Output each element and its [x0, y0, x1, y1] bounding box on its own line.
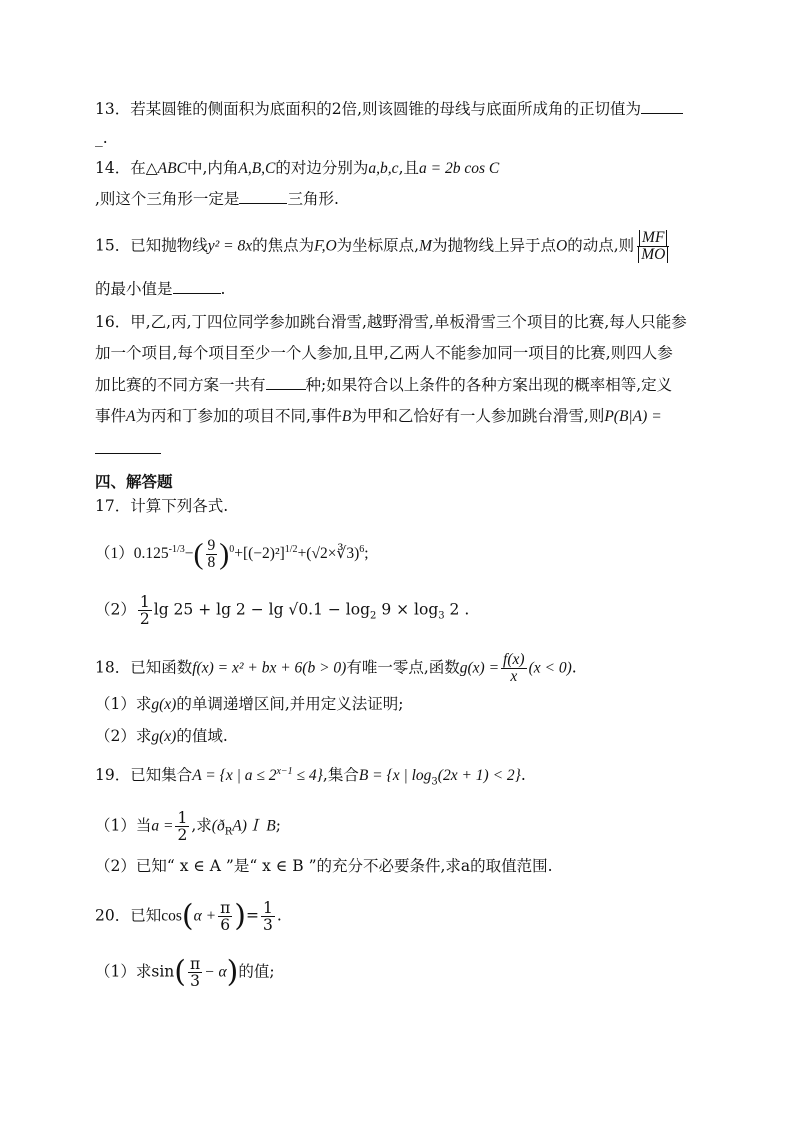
q19-p1-math: a = [151, 817, 174, 835]
q18-function-g: g(x) = [459, 659, 500, 677]
q19-p1-b: ,求 [191, 816, 212, 835]
q18-function-f: f(x) = x² + bx + 6(b > 0) [192, 659, 347, 677]
q19-set-b-sub: 3 [431, 776, 438, 788]
q15-text-a: 15．已知抛物线 [95, 236, 208, 255]
q16-line3-b: 种;如果符合以上条件的各种方案出现的概率相等,定义 [305, 376, 673, 394]
q20-cos: cos [161, 907, 182, 925]
q19-part2: （2）已知“ x ∈ A ”是“ x ∈ B ”的充分不必要条件,求a的取值范围. [95, 857, 553, 875]
q17-p2-frac-den: 2 [139, 610, 150, 628]
question-19 [95, 762, 526, 792]
q20-frac-den: 6 [220, 916, 231, 934]
q17-p2-frac-num: 1 [139, 593, 150, 611]
q20-p1-b: 的值; [238, 962, 275, 981]
q17-p1-base: 0.125 [133, 545, 169, 563]
q19-set-a-end: ≤ 4} [292, 767, 323, 785]
q17-p2-frac [138, 594, 152, 627]
question-18 [95, 652, 577, 685]
q18-text-a: 18．已知函数 [95, 658, 193, 677]
q15-text-b: 的焦点为 [252, 236, 315, 255]
q15-point-m: M [419, 237, 433, 255]
q20-text-a: 20．已知 [95, 906, 162, 925]
q15-ratio-den: MO [638, 247, 668, 263]
q17-p1-end: ; [364, 545, 369, 563]
q19-p1-sub: R [224, 826, 233, 838]
q20-inner: α + [193, 907, 217, 925]
q15-ratio [636, 230, 670, 263]
q17-p2-end: 2 . [444, 600, 470, 619]
q17-p2-label: （2） [95, 600, 136, 619]
q18-p2-a: （2）求 [95, 727, 152, 745]
q20-eq: = [246, 906, 260, 925]
q17-p1-bracket: +[(−2)²] [234, 545, 285, 563]
q19-set-b-end: (2x + 1) < 2} [437, 767, 521, 785]
right-paren-icon: ) [226, 954, 239, 990]
q19-p1-frac-num: 1 [177, 809, 188, 827]
q17-p1-frac-num: 9 [207, 537, 216, 554]
q16-line4-a: 事件 [95, 407, 127, 425]
q18-frac-den: x [510, 668, 518, 685]
q17-p1-frac-den: 8 [207, 554, 216, 571]
q19-end: . [520, 766, 526, 785]
q19-part1 [95, 810, 281, 843]
q16-blank-2 [95, 438, 161, 454]
q18-domain: (x < 0) [528, 659, 572, 677]
q17-p2-sub2: 3 [438, 610, 445, 622]
q17-p1-exp: -1/3 [168, 543, 185, 555]
q20-p1-sin: sin [151, 962, 175, 981]
q20-part1 [95, 956, 275, 989]
section-title: 四、解答题 [95, 473, 173, 491]
q15-ratio-num: MF [639, 230, 667, 246]
q17-p1-label: （1） [95, 545, 134, 563]
q20-rhs [261, 900, 275, 933]
q19-text-a: 19．已知集合 [95, 766, 193, 785]
q17-p2-sub1: 2 [370, 610, 377, 622]
q20-p1-a: （1）求 [95, 962, 152, 981]
q18-p1-a: （1）求 [95, 695, 152, 713]
q19-set-a: A = {x | a ≤ 2 [192, 767, 277, 785]
q18-end: . [571, 658, 577, 677]
q16-line2: 加一个项目,每个项目至少一个人参加,且甲,乙两人不能参加同一项目的比赛,则四人参 [95, 344, 673, 362]
q14-text-d: ,且 [398, 159, 419, 177]
q19-set-b: B = {x | log [358, 767, 432, 785]
q19-p1-frac [175, 810, 189, 843]
q16-line1: 16．甲,乙,丙,丁四位同学参加跳台滑雪,越野滑雪,单板滑雪三个项目的比赛,每人只能参 [95, 313, 687, 331]
q13-tail: _. [95, 129, 108, 147]
q19-p1-frac-den: 2 [177, 826, 188, 844]
q15-focus: F,O [314, 237, 337, 255]
q20-frac-num: π [220, 899, 231, 917]
q14-sides: a,b,c [368, 160, 399, 177]
q16-line3-a: 加比赛的不同方案一共有 [95, 376, 266, 394]
q16-event-a: A [126, 408, 136, 425]
q20-p1-frac-num: π [190, 955, 201, 973]
question-14 [95, 158, 499, 179]
q17-p1-exp6: 6 [359, 543, 365, 555]
q20-p1-frac [188, 956, 202, 989]
q13-text: 13．若某圆锥的侧面积为底面积的2倍,则该圆锥的母线与底面所成角的正切值为 [95, 100, 642, 118]
q19-p1-end: ; [275, 816, 281, 835]
q14-text-c: 的对边分别为 [275, 159, 369, 177]
q20-end: . [276, 906, 282, 925]
q15-text-e: 的动点,则 [567, 236, 635, 255]
q20-rhs-num: 1 [263, 899, 273, 917]
q18-p1-b: 的单调递增区间,并用定义法证明; [176, 695, 404, 713]
q19-set-a-exp: x−1 [276, 766, 293, 777]
q14-text-b: 中,内角 [186, 159, 239, 177]
q19-p1-d: A)Ｉ B [232, 817, 276, 835]
q17-part1 [95, 538, 369, 571]
q20-frac [218, 900, 232, 933]
q17-p1-exp-half: 1/2 [284, 543, 298, 555]
right-paren-icon: ) [219, 537, 230, 571]
right-paren-icon: ) [234, 898, 247, 934]
q18-p1-math: g(x) [151, 696, 177, 713]
q16-line5 [95, 438, 161, 459]
q17-p1-roots: +(√2×∛3) [297, 545, 360, 563]
q18-part1 [95, 694, 403, 715]
q14-blank [239, 188, 287, 204]
q20-rhs-den: 3 [263, 916, 273, 934]
q20-p1-inner: − α [204, 963, 227, 981]
q15-blank [173, 278, 221, 294]
q17-p2-logs-b: 9 × log [376, 600, 439, 619]
left-paren-icon: ( [174, 954, 186, 990]
q16-line4 [95, 406, 662, 427]
q14-angles: A,B,C [238, 160, 276, 177]
q19-text-b: ,集合 [322, 766, 359, 785]
q14-line2-a: ,则这个三角形一定是 [95, 190, 240, 208]
q16-line3 [95, 374, 672, 395]
q14-line2-b: 三角形. [287, 190, 339, 208]
question-13 [95, 98, 683, 119]
q19-p1-a: （1）当 [95, 816, 152, 835]
q19-p1-c: (ð [211, 817, 225, 835]
q15-text-c: 为坐标原点, [336, 236, 420, 255]
q16-probability: P(B|A) = [604, 408, 662, 425]
q18-frac [501, 652, 527, 685]
q17-part2 [95, 594, 469, 627]
q17-p1-minus: − [184, 545, 194, 563]
q15-line2 [95, 278, 225, 299]
q15-line2-end: . [220, 280, 226, 298]
q15-point-o: O [556, 237, 568, 255]
q17-p1-exp0: 0 [229, 543, 235, 555]
q14-line2 [95, 188, 339, 209]
q14-triangle: △ABC [145, 160, 187, 177]
left-paren-icon: ( [193, 537, 204, 571]
q16-event-b: B [341, 408, 352, 425]
question-20 [95, 900, 282, 933]
q18-text-b: 有唯一零点,函数 [346, 658, 460, 677]
q16-line4-b: 为丙和丁参加的项目不同,事件 [135, 407, 342, 425]
q15-line2-text: 的最小值是 [95, 280, 173, 298]
q13-blank [641, 98, 683, 114]
question-15 [95, 230, 672, 263]
q17-p1-frac [206, 538, 218, 571]
q18-part2 [95, 726, 228, 747]
q14-text-a: 14．在 [95, 159, 146, 177]
q17-p2-logs: lg 25 + lg 2 − lg √0.1 − log [153, 600, 371, 619]
q16-line4-c: 为甲和乙恰好有一人参加跳台滑雪,则 [351, 407, 605, 425]
q18-p2-math: g(x) [151, 728, 177, 745]
q18-frac-num: f(x) [503, 651, 525, 668]
q15-text-d: 为抛物线上异于点 [432, 236, 557, 255]
q16-blank-1 [266, 374, 306, 390]
q14-equation: a = 2b cos C [419, 160, 500, 177]
q17-title: 17．计算下列各式. [95, 497, 229, 515]
left-paren-icon: ( [181, 898, 194, 934]
q20-p1-frac-den: 3 [190, 972, 201, 990]
q15-parabola: y² = 8x [207, 237, 253, 255]
q18-p2-b: 的值域. [176, 727, 228, 745]
